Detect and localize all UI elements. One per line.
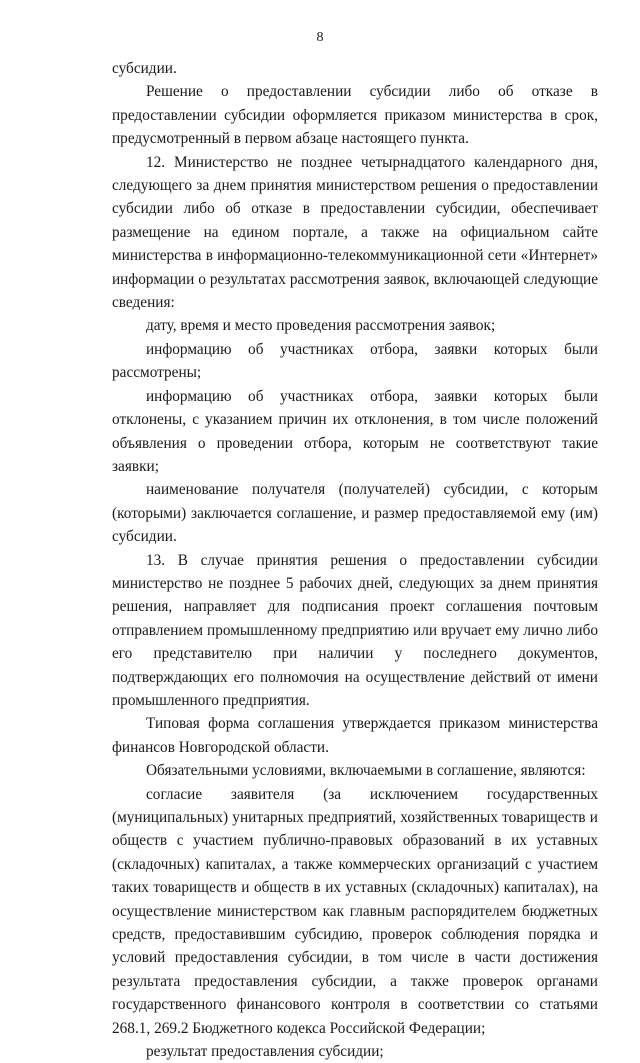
- paragraph: Решение о предоставлении субсидии либо об отказе в предоставлении субсидии оформляется приказом министерства в срок, предусмотренный в первом абзаце настоящего пункта.: [112, 83, 598, 148]
- document-body: [112, 57, 598, 1063]
- paragraph: наименование получателя (получателей) субсидии, с которым (которыми) заключается соглашение, и размер предоставляемой ему (им) субсидии.: [112, 481, 598, 546]
- paragraph: субсидии.: [112, 60, 177, 77]
- paragraph: согласие заявителя (за исключением государственных (муниципальных) унитарных предприятий, хозяйственных товариществ и обществ с участием публично-правовых образований в их уставных (складочных) капиталах, а также коммерческих организаций с участием таких товариществ и обществ в их уставных (складочных) капиталах), на осуществление министерством как главным распорядителем бюджетных средств, предоставившим субсидию, проверок соблюдения порядка и условий предоставления субсидии, в том числе в части достижения результата предоставления субсидии, а также проверок органами государственного финансового контроля в соответствии со статьями 268.1, 269.2 Бюджетного кодекса Российской Федерации;: [112, 785, 598, 1037]
- paragraph: Обязательными условиями, включаемыми в соглашение, являются:: [146, 762, 586, 780]
- paragraph: информацию об участниках отбора, заявки которых были отклонены, с указанием причин их отклонения, в том числе положений объявления о проведении отбора, которым не соответствуют такие заявки;: [112, 387, 598, 475]
- paragraph: 13. В случае принятия решения о предоставлении субсидии министерство не позднее 5 рабочих дней, следующих за днем принятия решения, направляет для подписания проект соглашения почтовым отправлением промышленному предприятию или вручает ему лично либо его представителю при наличии у последнего документов, подтверждающих его полномочия на осуществление действий от имени промышленного предприятия.: [112, 551, 598, 709]
- paragraph: информацию об участниках отбора, заявки которых были рассмотрены;: [112, 340, 598, 382]
- paragraph: дату, время и место проведения рассмотрения заявок;: [146, 317, 496, 335]
- paragraph: результат предоставления субсидии;: [146, 1043, 384, 1061]
- page-number: 8: [316, 30, 324, 45]
- paragraph: 12. Министерство не позднее четырнадцатого календарного дня, следующего за днем принятия министерством решения о предоставлении субсидии либо об отказе в предоставлении субсидии, обеспечивает размещение на едином портале, а также на официальном сайте министерства в информационно-телекоммуникационной сети «Интернет» информации о результатах рассмотрения заявок, включающей следующие сведения:: [112, 153, 598, 312]
- paragraph: Типовая форма соглашения утверждается приказом министерства финансов Новгородской области.: [112, 715, 598, 756]
